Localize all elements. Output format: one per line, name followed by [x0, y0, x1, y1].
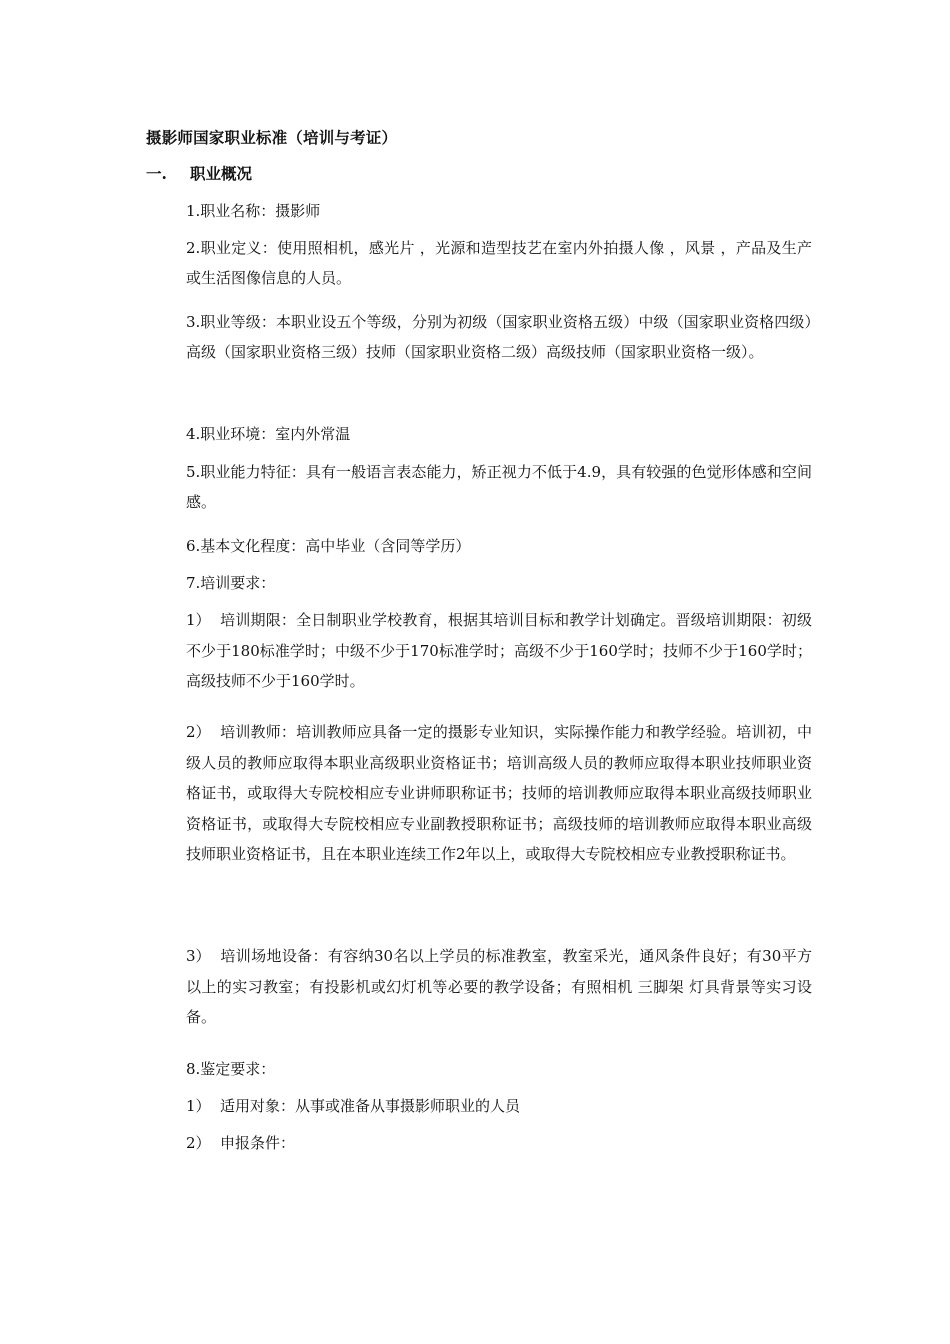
- list-item-text: 适用对象：从事或准备从事摄影师职业的人员: [220, 1097, 521, 1115]
- training-item-facilities: [186, 941, 812, 1033]
- document-title: 摄影师国家职业标准（培训与考证）: [146, 128, 398, 147]
- list-item-text: 培训教师：培训教师应具备一定的摄影专业知识，实际操作能力和教学经验。培训初，中级人员的教师应取得本职业高级职业资格证书；培训高级人员的教师应取得本职业技师职业资格证书，或取得大专院校相应专业讲师职称证书；技师的培训教师应取得本职业高级技师职业资格证书，或取得大专院校相应专业副教授职称证书；高级技师的培训教师应取得本职业高级技师职业资格证书，且在本职业连续工作2年以上，或取得大专院校相应专业教授职称证书。: [186, 723, 812, 863]
- list-marker: 2）: [186, 1134, 211, 1152]
- paragraph-occupation-environment: 4.职业环境：室内外常温: [186, 425, 351, 443]
- list-item-text: 培训场地设备：有容纳30名以上学员的标准教室，教室采光，通风条件良好；有30平方以上的实习教室；有投影机或幻灯机等必要的教学设备；有照相机 三脚架 灯具背景等实习设备。: [186, 947, 812, 1026]
- assessment-item-target: [186, 1091, 812, 1122]
- list-marker: 1）: [186, 1097, 211, 1115]
- list-item-text: 培训期限：全日制职业学校教育，根据其培训目标和教学计划确定。晋级培训期限：初级不少于180标准学时；中级不少于170标准学时；高级不少于160学时；技师不少于160学时；高级技师不少于160学时。: [186, 611, 812, 690]
- paragraph-occupation-definition: 2.职业定义：使用照相机，感光片 ，光源和造型技艺在室内外拍摄人像 ，风景 ，产品及生产或生活图像信息的人员。: [186, 239, 812, 287]
- paragraph-ability-characteristics: 5.职业能力特征：具有一般语言表态能力，矫正视力不低于4.9，具有较强的色觉形体感和空间感。: [186, 463, 812, 511]
- paragraph-occupation-name: 1.职业名称：摄影师: [186, 202, 321, 220]
- section-title: 职业概况: [190, 164, 253, 183]
- paragraph-training-requirements: 7.培训要求：: [186, 574, 276, 592]
- training-item-teachers: [186, 717, 812, 870]
- assessment-item-conditions: [186, 1128, 812, 1159]
- section-number: 一.: [146, 164, 167, 183]
- paragraph-assessment-requirements: 8.鉴定要求：: [186, 1060, 276, 1078]
- list-item-text: 申报条件：: [220, 1134, 296, 1152]
- section-heading: [146, 162, 252, 184]
- list-marker: 3）: [186, 947, 211, 965]
- paragraph-occupation-levels: 3.职业等级：本职业设五个等级，分别为初级（国家职业资格五级）中级（国家职业资格四级）高级（国家职业资格三级）技师（国家职业资格二级）高级技师（国家职业资格一级）。: [186, 313, 812, 361]
- list-marker: 1）: [186, 611, 211, 629]
- list-marker: 2）: [186, 723, 211, 741]
- training-item-period: [186, 605, 812, 697]
- paragraph-education-level: 6.基本文化程度：高中毕业（含同等学历）: [186, 537, 471, 555]
